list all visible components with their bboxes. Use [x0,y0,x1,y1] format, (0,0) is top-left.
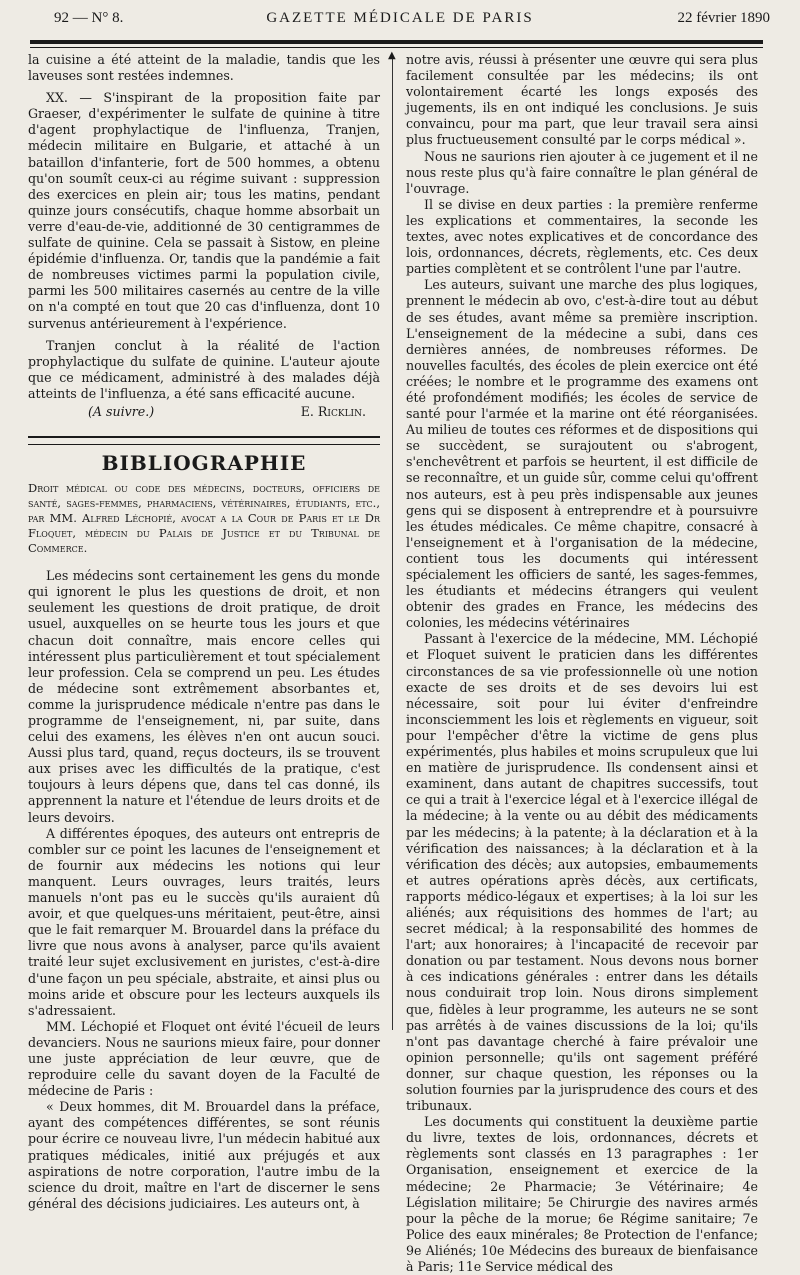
paragraph: Il se divise en deux parties : la première renferme les explications et commentaires, la seconde les textes, avec notes explicatives et de concordance des lois, ordonnances, décrets, règlements, etc. Ces deux parties complètent et se contrôlent l'une par l'autre. [406,196,758,277]
paragraph: Nous ne saurions rien ajouter à ce jugement et il ne nous reste plus qu'à faire connaître le plan général de l'ouvrage. [406,148,758,196]
page-header [22,10,778,32]
section-rule [28,436,380,445]
paragraph: « Deux hommes, dit M. Brouardel dans la préface, ayant des compétences différentes, se sont réunis pour écrire ce nouveau livre, l'un médecin habitué aux pratiques médicales, initié aux préjugés et aux aspirations de notre corporation, l'autre imbu de la science du droit, maître en l'art de discerner le sens général des décisions judiciaires. Les auteurs ont, à [28,1099,380,1211]
paragraph: Les auteurs, suivant une marche des plus logiques, prennent le médecin ab ovo, c'est-à-dire tout au début de ses études, avant même sa première inscription. L'enseignement de la médecine a subi, dans ces dernières années, de nombreuses réformes. De nouvelles facultés, des écoles de plein exercice ont été créées; le nombre et le programme des examens ont été profondément modifiés; les écoles de service de santé pour l'armée et la marine ont été réorganisées. Au milieu de toutes ces réformes et de dispositions qui se succèdent, se surajoutent ou s'abrogent, s'enchevêtrent et parfois se heurtent, il est difficile de se reconnaître, et un guide sûr, comme celui qu'offrent nos auteurs, est à peu près indispensable aux jeunes gens qui se disposent à entreprendre et à poursuivre les études médicales. Ce même chapitre, consacré à l'enseignement et à l'organisation de la médecine, contient tous les documents qui intéressent spécialement les officiers de santé, les sages-femmes, les étudiants et médecins étrangers qui veulent obtenir des grades en France, les médecins des colonies, les médecins vétérinaires [406,277,758,631]
paragraph: Tranjen conclut à la réalité de l'action prophylactique du sulfate de quinine. L'auteur ajoute que ce médicament, administré à des malades déjà atteints de l'influenza, a été sans efficacité aucune. [28,337,380,401]
header-rule [30,40,763,44]
paragraph: Les documents qui constituent la deuxième partie du livre, textes de lois, ordonnances, décrets et règlements sont classés en 13 paragraphes : 1er Organisation, enseignement et exercice de la médecine; 2e Pharmacie; 3e Vétérinaire; 4e Législation militaire; 5e Chirurgie des navires armés pour la pêche de la morue; 6e Régime sanitaire; 7e Police des eaux minérales; 8e Protection de l'enfance; 9e Aliénés; 10e Médecins des bureaux de bienfaisance à Paris; 11e Service médical des [406,1114,758,1275]
signature-line [28,404,380,420]
paragraph: Passant à l'exercice de la médecine, MM. Léchopié et Floquet suivent le praticien dans les différentes circonstances de sa vie professionnelle où une notion exacte de ses droits et de ses devoirs lui est nécessaire, soit pour lui éviter d'enfreindre inconsciemment les lois et règlements en vigueur, soit pour l'empêcher d'être la victime de gens plus expérimentés, plus habiles et moins scrupuleux que lui en matière de jurisprudence. Ils condensent ainsi et examinent, dans autant de chapitres successifs, tout ce qui a trait à l'exercice légal et à l'exercice illégal de la médecine; à la vente ou au débit des médicaments par les médecins; à la patente; à la déclaration et à la vérification des naissances; à la déclaration et à la vérification des décès; aux autopsies, embaumements et autres opérations après décès, aux certificats, rapports médico-légaux et expertises; à la loi sur les aliénés; aux réquisitions des hommes de l'art; au secret médical; à la responsabilité des hommes de l'art; aux honoraires; à l'incapacité de recevoir par donation ou par testament. Nous devons nous borner à ces indications générales : entrer dans les détails nous conduirait trop loin. Nous dirons simplement que, fidèles à leur programme, les auteurs ne se sont pas arrêtés à de vaines discussions de la loi; qu'ils n'ont pas davantage cherché à faire prévaloir une opinion personnelle; qu'ils ont sagement préféré donner, sur chaque question, les réponses ou la solution fournies par la jurisprudence des cours et des tribunaux. [406,631,758,1114]
page-number: 92 — N° 8. [54,10,124,26]
paragraph: XX. — S'inspirant de la proposition faite par Graeser, d'expérimenter le sulfate de quinine à titre d'agent prophylactique de l'influenza, Tranjen, médecin militaire en Bulgarie, et attaché à un bataillon d'infanterie, fort de 500 hommes, a obtenu qu'on soumît ceux-ci au régime suivant : suppression des exercices en plein air; tous les matins, pendant quinze jours consécutifs, chaque homme absorbait un verre d'eau-de-vie, additionné de 30 centigrammes de sulfate de quinine. Cela se passait à Sistow, en pleine épidémie d'influenza. Or, tandis que la pandémie a fait de nombreuses victimes parmi la population civile, parmi les 500 militaires casernés au centre de la ville on n'a compté en tout que 20 cas d'influenza, dont 10 survenus antérieurement à l'expérience. [28,90,380,331]
column-divider [392,55,393,1030]
paragraph: Les médecins sont certainement les gens du monde qui ignorent le plus les questions de droit, et non seulement les questions de droit pratique, de droit usuel, auxquelles on se heurte tous les jours et que chacun doit connaître, mais encore celles qui intéressent plus particulièrement et tout spécialement leur profession. Cela se comprend un peu. Les études de médecine sont extrêmement absorbantes et, comme la jurisprudence médicale n'entre pas dans le programme de l'enseignement, ni, par suite, dans celui des examens, les élèves n'en ont aucun souci. Aussi plus tard, quand, reçus docteurs, ils se trouvent aux prises avec les difficultés de la pratique, c'est toujours à leurs dépens que, dans tel cas donné, ils apprennent la nature et l'étendue de leurs droits et de leurs devoirs. [28,568,380,825]
paragraph: A différentes époques, des auteurs ont entrepris de combler sur ce point les lacunes de l'enseignement et de fournir aux médecins les notions qui leur manquent. Leurs ouvrages, leurs traités, leurs manuels n'ont pas eu le succès qu'ils auraient dû avoir, et que quelques-uns méritaient, peut-être, ainsi que le fait remarquer M. Brouardel dans la préface du livre que nous avons à analyser, parce qu'ils avaient traité leur sujet exclusivement en juristes, c'est-à-dire d'une façon un peu spéciale, abstraite, et ainsi plus ou moins aride et obscure pour les lecteurs auxquels ils s'adressaient. [28,825,380,1018]
issue-date: 22 février 1890 [677,10,770,26]
left-column [28,52,380,1212]
paragraph: notre avis, réussi à présenter une œuvre qui sera plus facilement consultée par les médecins; ils ont volontairement écarté les longs exposés des jugements, ils en ont indiqué les conclusions. Je suis convaincu, pour ma part, que leur travail sera ainsi plus fructueusement consulté par le corps médical ». [406,52,758,148]
paragraph: la cuisine a été atteint de la maladie, tandis que les laveuses sont restées indemnes. [28,52,380,84]
author-signature: E. Ricklin. [300,403,366,419]
section-title: BIBLIOGRAPHIE [101,451,307,476]
header-rule-thin [30,47,763,48]
right-column [406,52,758,1275]
book-reference: Droit médical ou code des médecins, docteurs, officiers de santé, sages-femmes, pharmaciens, vétérinaires, étudiants, etc., par MM. Alfred Léchopié, avocat a la Cour de Paris et le Dr Floquet, médecin du Palais de Justice et du Tribunal de Commerce. [28,481,380,556]
paragraph: MM. Léchopié et Floquet ont évité l'écueil de leurs devanciers. Nous ne saurions mieux faire, pour donner une juste appréciation de leur œuvre, que de reproduire celle du savant doyen de la Faculté de médecine de Paris : [28,1018,380,1099]
arrow-up-icon: ▲ [388,50,396,61]
journal-title: GAZETTE MÉDICALE DE PARIS [266,10,534,26]
to-be-continued: (A suivre.) [88,403,155,419]
